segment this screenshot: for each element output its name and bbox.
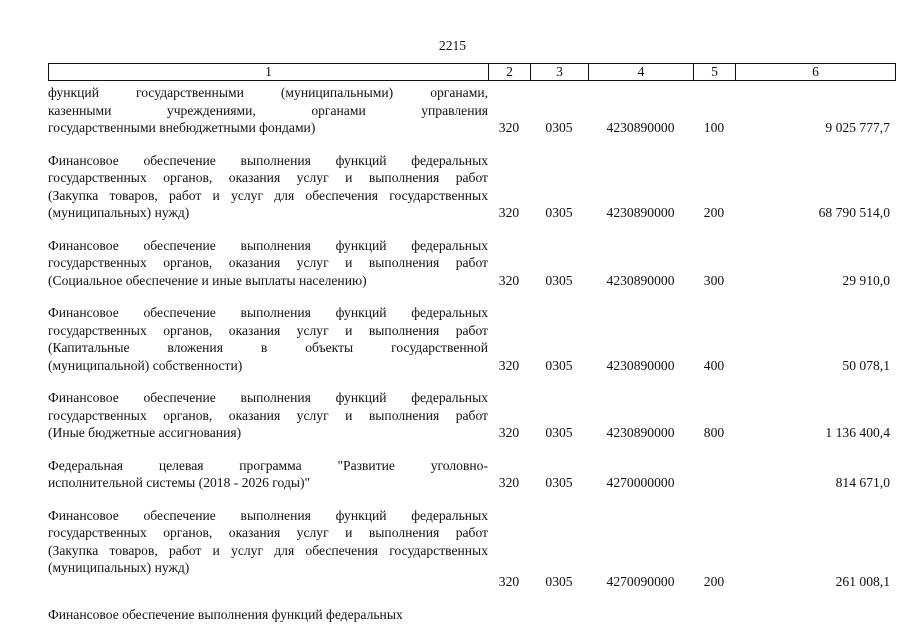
header-col-2: 2: [489, 64, 531, 80]
cell-c5: 200: [703, 574, 725, 589]
table-row: [48, 389, 894, 442]
description-line: государственных органов, оказания услуг и выполнения работ: [48, 322, 488, 338]
table-row: [48, 304, 894, 374]
cell-c2: 320: [498, 475, 520, 490]
cell-c6: 50 078,1: [842, 357, 890, 373]
row-description: [48, 457, 488, 492]
header-col-5: 5: [694, 64, 736, 80]
description-line: (муниципальных) нужд): [48, 560, 190, 575]
table-row: [48, 237, 894, 290]
cell-c6: 814 671,0: [835, 475, 890, 490]
cell-c3: 0305: [545, 574, 573, 589]
row-description: [48, 152, 488, 222]
row-description: [48, 84, 488, 137]
row-description: [48, 389, 488, 442]
description-line: Финансовое обеспечение выполнения функций федеральных: [48, 152, 488, 168]
description-line: исполнительной системы (2018 - 2026 годы)": [48, 475, 311, 490]
cell-c2: 320: [498, 205, 520, 220]
description-line: Финансовое обеспечение выполнения функций федеральных: [48, 606, 403, 622]
description-line: (Иные бюджетные ассигнования): [48, 425, 242, 440]
description-line: государственных органов, оказания услуг и выполнения работ: [48, 407, 488, 423]
cell-c4: 4230890000: [606, 425, 675, 440]
table-row: [48, 84, 894, 137]
description-line: Финансовое обеспечение выполнения функций федеральных: [48, 507, 488, 523]
description-line: (Закупка товаров, работ и услуг для обеспечения государственных: [48, 187, 488, 203]
description-line: (Закупка товаров, работ и услуг для обеспечения государственных: [48, 542, 488, 558]
page-number: 2215: [438, 38, 467, 53]
description-line: Финансовое обеспечение выполнения функций федеральных: [48, 237, 488, 253]
row-description: [48, 304, 488, 374]
cell-c3: 0305: [545, 475, 573, 490]
cell-c2: 320: [498, 272, 520, 288]
row-gap: [48, 442, 894, 457]
description-line: (Социальное обеспечение и иные выплаты населению): [48, 272, 367, 288]
table-row: [48, 606, 894, 624]
row-gap: [48, 137, 894, 152]
cell-c4: 4230890000: [606, 120, 675, 135]
cell-c5: 400: [703, 357, 725, 373]
cell-c2: 320: [498, 425, 520, 440]
description-line: Финансовое обеспечение выполнения функций федеральных: [48, 305, 488, 320]
cell-c3: 0305: [545, 425, 573, 440]
cell-c3: 0305: [545, 120, 573, 135]
header-col-6: 6: [812, 64, 819, 79]
table-body: [48, 84, 894, 623]
cell-c6: 1 136 400,4: [825, 425, 890, 440]
cell-c6: 68 790 514,0: [818, 205, 890, 220]
table-row: [48, 507, 894, 591]
table-row: [48, 152, 894, 222]
description-line: казенными учреждениями, органами управления: [48, 102, 488, 118]
description-line: государственных органов, оказания услуг и выполнения работ: [48, 170, 488, 185]
cell-c6: 261 008,1: [835, 574, 890, 589]
row-description: [48, 606, 488, 624]
cell-c6: 9 025 777,7: [825, 120, 890, 135]
description-line: государственными внебюджетными фондами): [48, 120, 316, 135]
table-row: [48, 457, 894, 492]
cell-c5: 800: [703, 425, 725, 440]
row-gap: [48, 374, 894, 389]
spacer: [48, 577, 488, 591]
cell-c4: 4230890000: [606, 357, 675, 373]
cell-c4: 4230890000: [606, 205, 675, 220]
header-col-4: 4: [589, 64, 694, 80]
table-header: [48, 63, 896, 81]
cell-c3: 0305: [545, 272, 573, 288]
description-line: функций государственными (муниципальными) органами,: [48, 85, 488, 100]
header-col-3: 3: [531, 64, 589, 80]
cell-c4: 4230890000: [606, 272, 675, 288]
cell-c2: 320: [498, 574, 520, 589]
cell-c3: 0305: [545, 357, 573, 373]
row-gap: [48, 591, 894, 606]
description-line: (муниципальной) собственности): [48, 357, 243, 373]
description-line: (Капитальные вложения в объекты государственной: [48, 340, 488, 355]
cell-c4: 4270090000: [606, 574, 675, 589]
row-gap: [48, 222, 894, 237]
cell-c3: 0305: [545, 205, 573, 220]
description-line: государственных органов, оказания услуг и выполнения работ: [48, 255, 488, 270]
description-line: Федеральная целевая программа "Развитие уголовно-: [48, 457, 488, 473]
description-line: Финансовое обеспечение выполнения функций федеральных: [48, 390, 488, 405]
cell-c6: 29 910,0: [842, 272, 890, 288]
cell-c5: 200: [703, 205, 725, 220]
description-line: (муниципальных) нужд): [48, 205, 190, 220]
header-col-1: 1: [49, 64, 489, 80]
cell-c4: 4270000000: [606, 475, 675, 490]
description-line: государственных органов, оказания услуг и выполнения работ: [48, 525, 488, 540]
row-description: [48, 507, 488, 591]
row-gap: [48, 289, 894, 304]
row-description: [48, 237, 488, 290]
cell-c2: 320: [498, 120, 520, 135]
row-gap: [48, 492, 894, 507]
cell-c2: 320: [498, 357, 520, 373]
cell-c5: 300: [703, 272, 725, 288]
cell-c5: 100: [703, 120, 725, 135]
